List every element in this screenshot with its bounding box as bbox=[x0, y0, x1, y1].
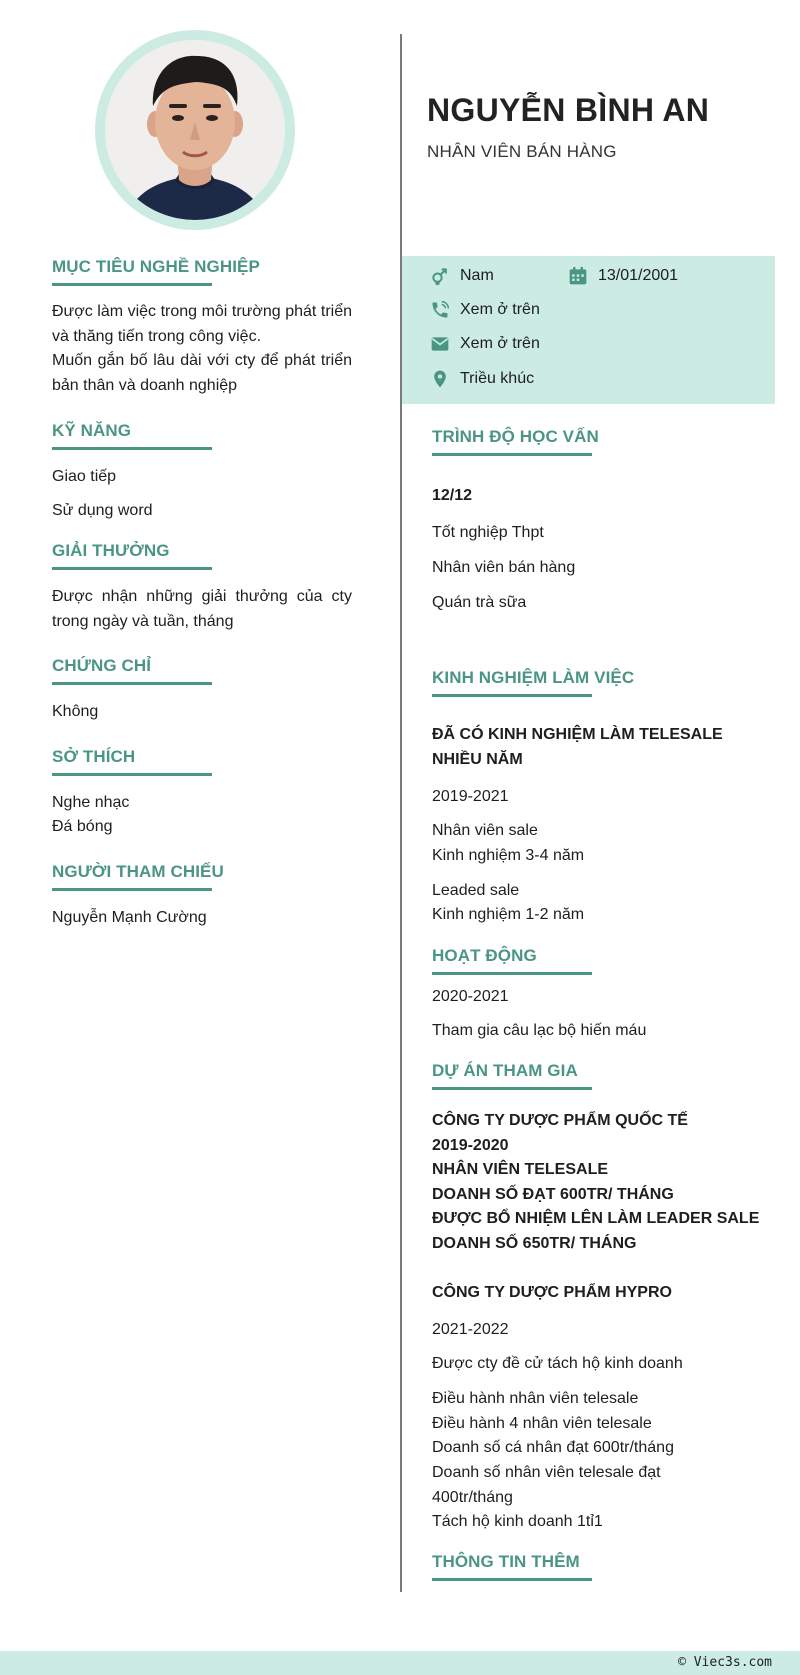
section-title-text: GIẢI THƯỞNG bbox=[52, 541, 170, 560]
objective-line-1: Được làm việc trong môi trường phát triển và thăng tiến trong công việc. bbox=[52, 303, 352, 345]
project-1-line: CÔNG TY DƯỢC PHẨM QUỐC TẾ bbox=[432, 1112, 688, 1129]
info-dob-value: 13/01/2001 bbox=[598, 267, 679, 284]
section-underline bbox=[432, 1578, 592, 1581]
section-title-text: NGƯỜI THAM CHIẾU bbox=[52, 862, 224, 881]
section-title-skills bbox=[52, 421, 131, 441]
experience-heading-line-2: NHIỀU NĂM bbox=[432, 751, 523, 768]
section-underline bbox=[52, 283, 212, 286]
section-title-projects bbox=[432, 1061, 578, 1081]
footer-credit: © Viec3s.com bbox=[678, 1655, 772, 1670]
section-title-text: KINH NGHIỆM LÀM VIỆC bbox=[432, 668, 635, 687]
section-title-text: MỤC TIÊU NGHỀ NGHIỆP bbox=[52, 257, 260, 276]
section-underline bbox=[52, 567, 212, 570]
section-underline bbox=[52, 682, 212, 685]
project-1-line: DOANH SỐ ĐẠT 600TR/ THÁNG bbox=[432, 1186, 674, 1203]
project-1-line: 2019-2020 bbox=[432, 1137, 509, 1154]
project-2-summary: Được cty đề cử tách hộ kinh doanh bbox=[432, 1355, 683, 1372]
activities-text: Tham gia câu lạc bộ hiến máu bbox=[432, 1022, 647, 1039]
project-2-line: Doanh số nhân viên telesale đạt bbox=[432, 1464, 661, 1481]
section-underline bbox=[432, 694, 592, 697]
skill-item: Sử dụng word bbox=[52, 502, 153, 519]
section-underline bbox=[432, 972, 592, 975]
section-title-text: TRÌNH ĐỘ HỌC VẤN bbox=[432, 427, 599, 446]
project-2-line: 400tr/tháng bbox=[432, 1489, 513, 1506]
section-underline bbox=[432, 453, 592, 456]
candidate-name: NGUYỄN BÌNH AN bbox=[427, 92, 710, 128]
education-role: Nhân viên bán hàng bbox=[432, 559, 576, 576]
candidate-job-title: NHÂN VIÊN BÁN HÀNG bbox=[427, 142, 617, 161]
education-degree: Tốt nghiệp Thpt bbox=[432, 524, 544, 541]
section-title-text: DỰ ÁN THAM GIA bbox=[432, 1061, 578, 1080]
info-dob bbox=[568, 266, 678, 286]
project-1-line: DOANH SỐ 650TR/ THÁNG bbox=[432, 1235, 637, 1252]
info-address-value: Triều khúc bbox=[460, 370, 535, 387]
section-title-experience bbox=[432, 668, 634, 688]
project-1-line: ĐƯỢC BỔ NHIỆM LÊN LÀM LEADER SALE bbox=[432, 1210, 760, 1227]
info-address bbox=[430, 369, 534, 389]
education-place: Quán trà sữa bbox=[432, 594, 527, 611]
project-2-line: Điều hành 4 nhân viên telesale bbox=[432, 1415, 652, 1432]
project-2-name: CÔNG TY DƯỢC PHẨM HYPRO bbox=[432, 1284, 672, 1301]
section-title-certificates bbox=[52, 656, 151, 676]
section-title-objective bbox=[52, 257, 260, 277]
references-text: Nguyễn Mạnh Cường bbox=[52, 909, 207, 926]
section-title-text: HOẠT ĐỘNG bbox=[432, 946, 537, 965]
experience-role-1-detail: Kinh nghiệm 3-4 năm bbox=[432, 847, 585, 864]
envelope-icon bbox=[430, 334, 450, 354]
contact-info-box bbox=[402, 256, 775, 404]
awards-text: Được nhận những giải thưởng của cty trong ngày và tuần, tháng bbox=[52, 588, 352, 630]
experience-heading-line-1: ĐÃ CÓ KINH NGHIỆM LÀM TELESALE bbox=[432, 726, 723, 743]
gender-icon bbox=[430, 266, 450, 286]
project-1-line: NHÂN VIÊN TELESALE bbox=[432, 1161, 609, 1178]
footer-bar bbox=[0, 1651, 800, 1675]
section-underline bbox=[432, 1087, 592, 1090]
experience-period: 2019-2021 bbox=[432, 788, 509, 805]
section-title-hobbies bbox=[52, 747, 135, 767]
section-title-activities bbox=[432, 946, 537, 966]
project-2-line: Tách hộ kinh doanh 1tỉ1 bbox=[432, 1513, 603, 1530]
education-period: 12/12 bbox=[432, 487, 473, 504]
avatar bbox=[105, 40, 285, 220]
section-underline bbox=[52, 888, 212, 891]
info-gender bbox=[430, 266, 494, 286]
section-underline bbox=[52, 773, 212, 776]
experience-role-2-detail: Kinh nghiệm 1-2 năm bbox=[432, 906, 585, 923]
section-title-education bbox=[432, 427, 599, 447]
section-title-references bbox=[52, 862, 224, 882]
section-title-text: SỞ THÍCH bbox=[52, 747, 136, 766]
info-gender-value: Nam bbox=[460, 267, 494, 284]
phone-icon bbox=[430, 300, 450, 320]
skill-item: Giao tiếp bbox=[52, 468, 117, 485]
info-email bbox=[430, 334, 540, 354]
map-pin-icon bbox=[430, 369, 450, 389]
info-email-value: Xem ở trên bbox=[460, 335, 540, 352]
experience-role-1: Nhân viên sale bbox=[432, 822, 538, 839]
section-title-text: THÔNG TIN THÊM bbox=[432, 1552, 580, 1571]
info-phone-value: Xem ở trên bbox=[460, 301, 540, 318]
calendar-icon bbox=[568, 266, 588, 286]
activities-period: 2020-2021 bbox=[432, 988, 509, 1005]
section-underline bbox=[52, 447, 212, 450]
section-title-more-info bbox=[432, 1552, 580, 1572]
project-2-line: Doanh số cá nhân đạt 600tr/tháng bbox=[432, 1439, 674, 1456]
hobby-item: Nghe nhạc bbox=[52, 794, 130, 811]
section-title-text: CHỨNG CHỈ bbox=[52, 656, 152, 675]
objective-line-2: Muốn gắn bố lâu dài với cty để phát triển bản thân và doanh nghiệp bbox=[52, 352, 352, 394]
avatar-photo bbox=[105, 40, 285, 220]
info-phone bbox=[430, 300, 540, 320]
project-2-line: Điều hành nhân viên telesale bbox=[432, 1390, 639, 1407]
experience-role-2: Leaded sale bbox=[432, 882, 520, 899]
certificates-text: Không bbox=[52, 703, 99, 720]
avatar-ring bbox=[95, 30, 295, 230]
hobby-item: Đá bóng bbox=[52, 818, 113, 835]
section-title-awards bbox=[52, 541, 170, 561]
section-title-text: KỸ NĂNG bbox=[52, 421, 132, 440]
project-2-period: 2021-2022 bbox=[432, 1321, 509, 1338]
